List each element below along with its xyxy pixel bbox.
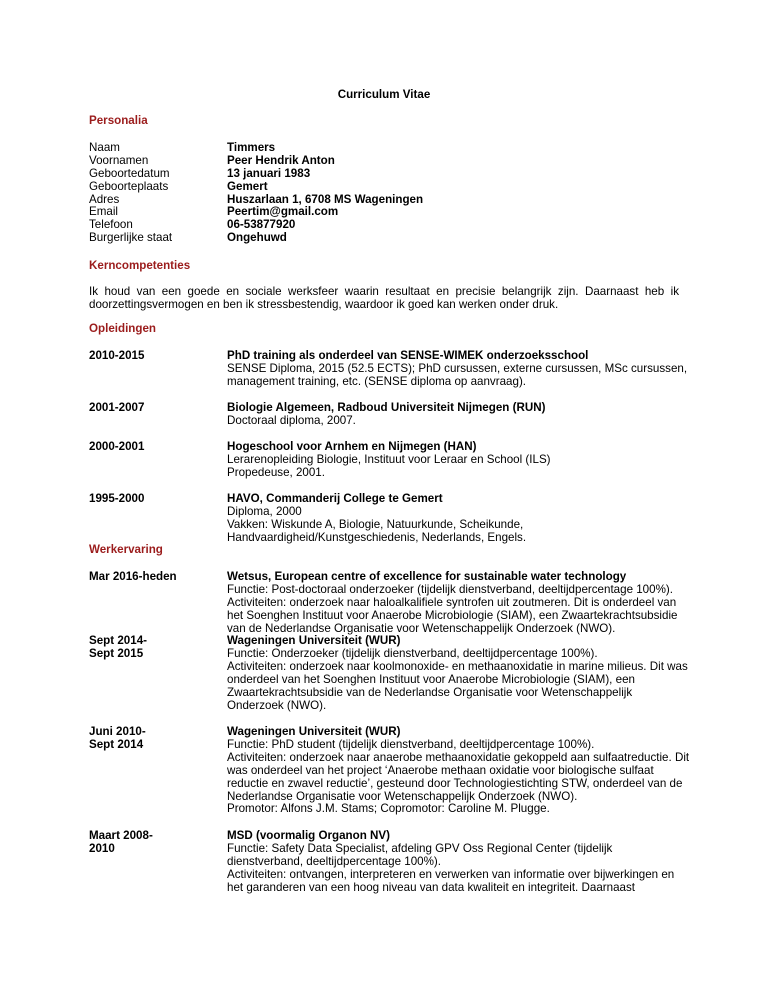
entry-date: Mar 2016-heden (89, 570, 177, 583)
entry-line: Nederlandse Organisatie voor Wetenschappelijk Onderzoek (NWO). (227, 789, 578, 803)
entry-line: Functie: PhD student (tijdelijk dienstverband, deeltijdpercentage 100%). (227, 737, 595, 751)
entry-date-start: Juni 2010- (89, 725, 146, 738)
field-value: Ongehuwd (227, 231, 287, 245)
field-label: Naam (89, 141, 120, 154)
section-heading-kerncompetenties: Kerncompetenties (89, 259, 191, 272)
entry-line: Vakken: Wiskunde A, Biologie, Natuurkunde, Scheikunde, (227, 517, 524, 531)
entry-date-start: Maart 2008- (89, 829, 153, 842)
entry-line: Lerarenopleiding Biologie, Instituut voor Leraar en School (ILS) (227, 452, 551, 466)
personalia-row (89, 194, 679, 207)
entry-title: Wageningen Universiteit (WUR) (227, 634, 401, 647)
entry-date-end: Sept 2015 (89, 646, 144, 660)
entry-line: het garanderen van een hoog niveau van data kwaliteit en integriteit. Daarnaast (227, 880, 635, 894)
entry-body (227, 571, 682, 636)
entry-title: HAVO, Commanderij College te Gemert (227, 492, 443, 505)
personalia-row (89, 142, 679, 155)
entry-line: Functie: Onderzoeker (tijdelijk dienstverband, deeltijdpercentage 100%). (227, 646, 598, 660)
field-value: Huszarlaan 1, 6708 MS Wageningen (227, 192, 424, 206)
email-value: Peertim@gmail.com (227, 205, 339, 219)
entry-line: Onderzoek (NWO). (227, 698, 327, 712)
field-label: Geboortedatum (89, 166, 170, 180)
entry-body (227, 441, 682, 480)
section-heading-opleidingen: Opleidingen (89, 322, 156, 335)
entry-date-end: Sept 2014 (89, 737, 144, 751)
entry-line: van de Nederlandse Organisatie voor Wetenschappelijk Onderzoek (NWO). (227, 621, 616, 635)
entry-line: Functie: Safety Data Specialist, afdeling GPV Oss Regional Center (tijdelijk (227, 841, 613, 855)
field-value: Gemert (227, 179, 268, 193)
entry-title: Wageningen Universiteit (WUR) (227, 725, 401, 738)
entry-line: Propedeuse, 2001. (227, 465, 325, 479)
entry-line: Zwaartekrachtsubsidie van de Nederlandse Organisatie voor Wetenschappelijk (227, 685, 633, 699)
entry-body (227, 402, 682, 428)
entry-title: Biologie Algemeen, Radboud Universiteit Nijmegen (RUN) (227, 401, 546, 414)
section-heading-personalia: Personalia (89, 114, 148, 127)
entry-line: dienstverband, deeltijdpercentage 100%). (227, 854, 441, 868)
personalia-table (89, 142, 679, 245)
entry-line: het Soenghen Instituut voor Anaerobe Microbiologie (SIAM), een Zwaartekrachtsubsidie (227, 608, 678, 622)
field-label: Voornamen (89, 153, 149, 167)
entry-line: Doctoraal diploma, 2007. (227, 413, 356, 427)
entry-line: Activiteiten: onderzoek naar anaerobe methaanoxidatie gekoppeld aan sulfaatreductie. Dit (227, 750, 690, 764)
field-label: Email (89, 205, 118, 219)
entry-line: Handvaardigheid/Kunstgeschiedenis, Nederlands, Engels. (227, 530, 527, 544)
document-title: Curriculum Vitae (337, 88, 431, 101)
personalia-row (89, 219, 679, 232)
entry-line: Diploma, 2000 (227, 504, 302, 518)
field-value: Timmers (227, 141, 276, 154)
entry-line: was onderdeel van het project ‘Anaerobe methaan oxidatie voor biologische sulfaat (227, 763, 654, 777)
entry-body (227, 725, 690, 816)
entry-title: MSD (voormalig Organon NV) (227, 829, 390, 842)
entry-body (227, 634, 688, 712)
entry-title: Hogeschool voor Arnhem en Nijmegen (HAN) (227, 440, 477, 453)
entry-date: 2000-2001 (89, 440, 145, 453)
personalia-row (89, 168, 679, 181)
entry-title: Wetsus, European centre of excellence for sustainable water technology (227, 570, 627, 583)
entry-date: 1995-2000 (89, 492, 145, 505)
entry-date (89, 635, 221, 661)
section-heading-werkervaring: Werkervaring (89, 543, 163, 556)
field-label: Adres (89, 192, 120, 206)
field-value: 13 januari 1983 (227, 166, 311, 180)
kerncompetenties-text: Ik houd van een goede en sociale werksfeer waarin resultaat en precisie belangrijk zijn. Daarnaast heb ik doorzettingsvermogen en ben ik stressbestendig, waardoor ik goed kan werken onder druk. (89, 285, 679, 311)
entry-line: Activiteiten: onderzoek naar koolmonoxide- en methaanoxidatie in marine milieus. Dit was (227, 659, 688, 673)
personalia-row (89, 206, 679, 219)
entry-date-end: 2010 (89, 841, 115, 855)
entry-body (227, 493, 682, 545)
entry-body (227, 830, 682, 895)
entry-line: Activiteiten: ontvangen, interpreteren en verwerken van informatie over bijwerkingen en (227, 867, 675, 881)
entry-line: Activiteiten: onderzoek naar haloalkalifiele syntrofen uit zoutmeren. Dit is onderdeel van (227, 595, 677, 609)
entry-line: Promotor: Alfons J.M. Stams; Copromotor: Caroline M. Plugge. (227, 802, 550, 816)
entry-body (227, 349, 688, 389)
field-label: Telefoon (89, 218, 133, 232)
entry-date-start: Sept 2014- (89, 634, 147, 647)
entry-date (89, 830, 221, 856)
entry-line: onderdeel van het Soenghen Instituut voor Anaerobe Microbiologie (SIAM), een (227, 672, 635, 686)
entry-line: SENSE Diploma, 2015 (52.5 ECTS); PhD cursussen, externe cursussen, MSc cursussen, (227, 361, 688, 375)
entry-date: 2001-2007 (89, 401, 145, 414)
entry-line: management training, etc. (SENSE diploma op aanvraag). (227, 374, 527, 388)
personalia-row (89, 232, 679, 245)
field-label: Geboorteplaats (89, 179, 169, 193)
entry-line: Functie: Post-doctoraal onderzoeker (tijdelijk dienstverband, deeltijdpercentage 100%). (227, 582, 673, 596)
personalia-row (89, 155, 679, 168)
field-label: Burgerlijke staat (89, 231, 173, 245)
entry-date (89, 726, 221, 752)
entry-line: reductie en zwavel reductie’, gesteund door Technologiestichting STW, onderdeel van de (227, 776, 683, 790)
field-value: Peer Hendrik Anton (227, 153, 335, 167)
phone-value: 06-53877920 (227, 218, 296, 232)
entry-title: PhD training als onderdeel van SENSE-WIMEK onderzoeksschool (227, 349, 589, 362)
entry-date: 2010-2015 (89, 349, 145, 362)
personalia-row (89, 181, 679, 194)
